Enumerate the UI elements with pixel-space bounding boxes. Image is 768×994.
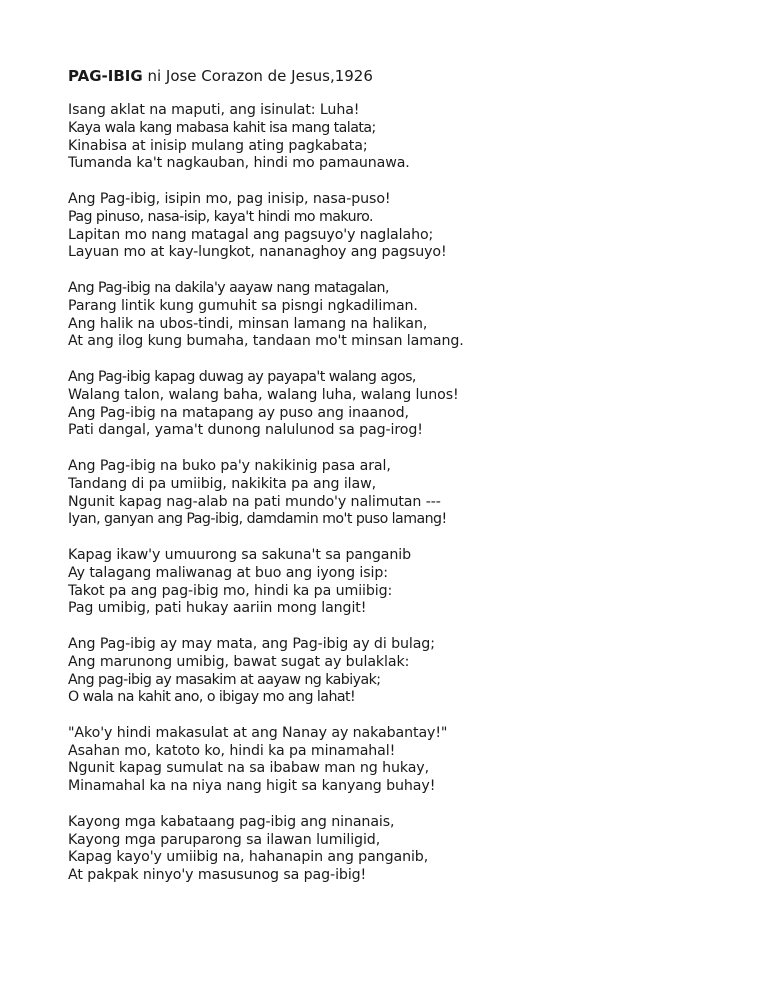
poem-line: Ang pag-ibig ay masakim at aayaw ng kabiyak;: [68, 671, 381, 688]
poem-line: Lapitan mo nang matagal ang pagsuyo'y naglalaho;: [68, 226, 434, 243]
poem-line: Walang talon, walang baha, walang luha, walang lunos!: [68, 386, 459, 403]
poem-line: Parang lintik kung gumuhit sa pisngi ngkadiliman.: [68, 297, 418, 314]
poem-line: Ang Pag-ibig na matapang ay puso ang inaanod,: [68, 404, 409, 421]
document-page: [68, 66, 728, 903]
poem-line: Tumanda ka't nagkauban, hindi mo pamaunawa.: [68, 155, 410, 172]
poem-line: Ay talagang maliwanag at buo ang iyong isip:: [68, 564, 388, 581]
poem-line: Kaya wala kang mabasa kahit isa mang talata;: [68, 119, 376, 136]
stanza-9: [68, 814, 728, 885]
poem-line: Pag pinuso, nasa-isip, kaya't hindi mo makuro.: [68, 208, 373, 225]
poem-line: Ang halik na ubos-tindi, minsan lamang na halikan,: [68, 315, 428, 332]
stanza-8: [68, 725, 728, 796]
poem-line: Ang Pag-ibig ay may mata, ang Pag-ibig ay di bulag;: [68, 635, 435, 652]
poem-line: At pakpak ninyo'y masusunog sa pag-ibig!: [68, 867, 367, 884]
poem-line: At ang ilog kung bumaha, tandaan mo't minsan lamang.: [68, 333, 464, 350]
poem-line: Ang Pag-ibig, isipin mo, pag inisip, nasa-puso!: [68, 190, 391, 207]
poem-line: Kayong mga kabataang pag-ibig ang ninanais,: [68, 813, 395, 830]
poem-line: "Ako'y hindi makasulat at ang Nanay ay nakabantay!": [68, 724, 448, 741]
poem-line: O wala na kahit ano, o ibigay mo ang lahat!: [68, 689, 356, 706]
poem-line: Kapag ikaw'y umuurong sa sakuna't sa panganib: [68, 546, 412, 563]
poem-line: Iyan, ganyan ang Pag-ibig, damdamin mo't puso lamang!: [68, 511, 447, 528]
poem-line: Kapag kayo'y umiibig na, hahanapin ang panganib,: [68, 849, 429, 866]
poem-author-byline: ni Jose Corazon de Jesus,1926: [147, 67, 373, 85]
poem-line: Ang Pag-ibig na buko pa'y nakikinig pasa aral,: [68, 457, 391, 474]
stanza-2: [68, 191, 728, 262]
poem-title: [68, 66, 728, 86]
poem-line: Ang Pag-ibig kapag duwag ay payapa't walang agos,: [68, 368, 416, 385]
stanza-4: [68, 369, 728, 440]
stanza-6: [68, 547, 728, 618]
stanza-5: [68, 458, 728, 529]
poem-title-main: PAG-IBIG: [68, 67, 143, 85]
poem-line: Pati dangal, yama't dunong nalulunod sa pag-irog!: [68, 422, 423, 439]
poem-line: Ngunit kapag sumulat na sa ibabaw man ng hukay,: [68, 760, 430, 777]
poem-line: Ang marunong umibig, bawat sugat ay bulaklak:: [68, 653, 410, 670]
stanza-3: [68, 280, 728, 351]
poem-line: Ngunit kapag nag-alab na pati mundo'y nalimutan ---: [68, 493, 441, 510]
poem-line: Kinabisa at inisip mulang ating pagkabata;: [68, 137, 368, 154]
poem-line: Isang aklat na maputi, ang isinulat: Luha!: [68, 102, 360, 118]
poem-line: Ang Pag-ibig na dakila'y aayaw nang matagalan,: [68, 279, 389, 296]
poem-line: Tandang di pa umiibig, nakikita pa ang ilaw,: [68, 475, 377, 492]
poem-line: Kayong mga paruparong sa ilawan lumiligid,: [68, 831, 381, 848]
poem-line: Pag umibig, pati hukay aariin mong langit!: [68, 600, 367, 617]
poem-line: Asahan mo, katoto ko, hindi ka pa minamahal!: [68, 742, 396, 759]
poem-line: Takot pa ang pag-ibig mo, hindi ka pa umiibig:: [68, 582, 393, 599]
stanza-7: [68, 636, 728, 707]
poem-line: Layuan mo at kay-lungkot, nananaghoy ang pagsuyo!: [68, 244, 447, 261]
poem-line: Minamahal ka na niya nang higit sa kanyang buhay!: [68, 778, 436, 795]
stanza-1: [68, 102, 728, 173]
